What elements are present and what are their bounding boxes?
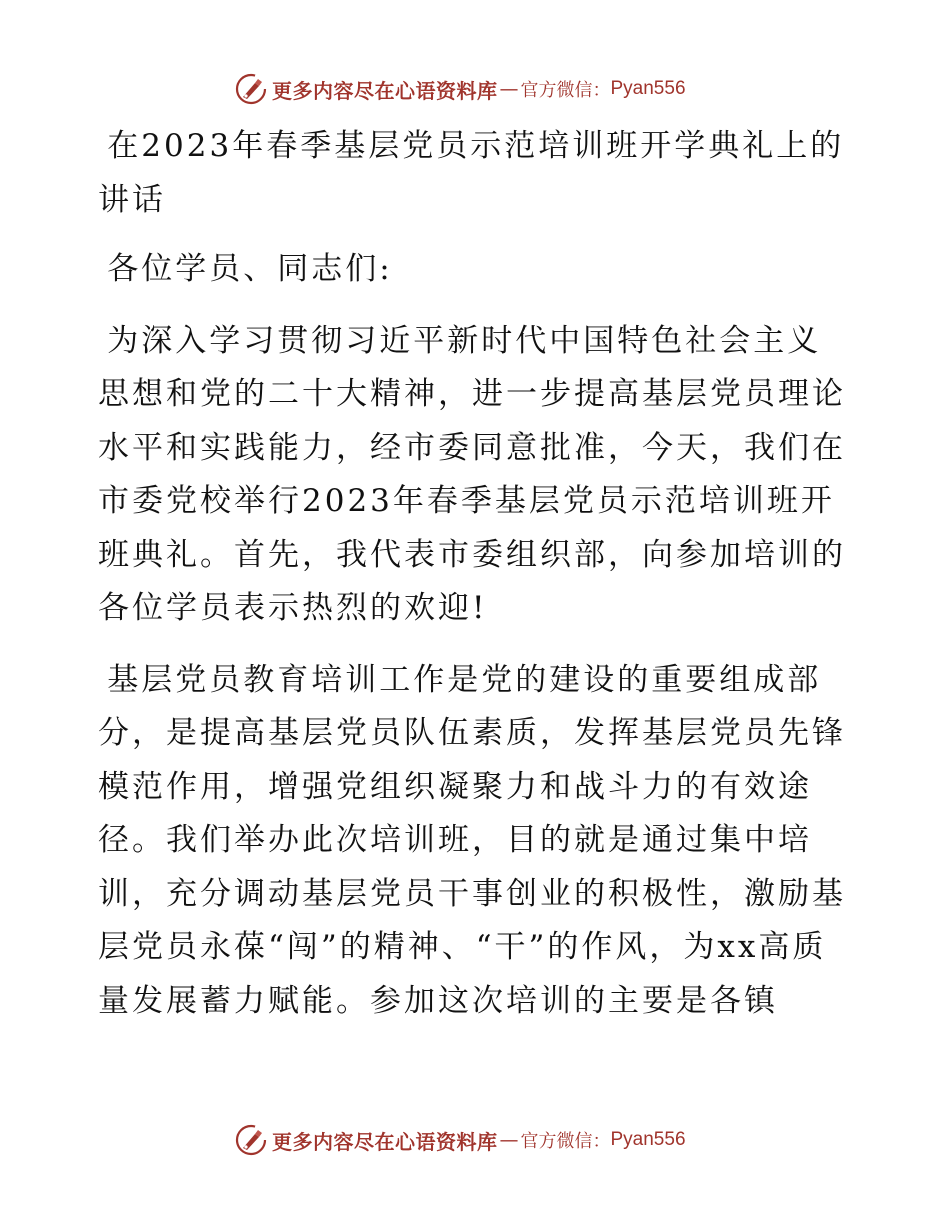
watermark-contact-id: Pyan556 (610, 1129, 686, 1150)
document-title: 在2023年春季基层党员示范培训班开学典礼上的讲话 (98, 128, 845, 218)
document-body (98, 120, 850, 1046)
watermark-contact-id: Pyan556 (610, 78, 686, 99)
pen-nib-logo-icon (234, 72, 268, 106)
watermark-brand: 更多内容尽在心语资料库 (272, 1129, 498, 1154)
watermark-brand: 更多内容尽在心语资料库 (272, 78, 498, 103)
watermark-contact-label: 官方微信： (520, 1131, 611, 1152)
header-watermark (234, 71, 686, 107)
salutation: 各位学员、同志们: (107, 251, 393, 287)
paragraph-2: 基层党员教育培训工作是党的建设的重要组成部分，是提高基层党员队伍素质，发挥基层党员先锋模范作用，增强党组织凝聚力和战斗力的有效途径。我们举办此次培训班，目的就是通过集中培训，充分调动基层党员干事创业的积极性，激励基层党员永葆“闯”的精神、“干”的作风，为xx高质量发展蓄力赋能。参加这次培训的主要是各镇 (98, 661, 846, 1019)
watermark-contact-label: 官方微信： (520, 80, 611, 101)
paragraph-1: 为深入学习贯彻习近平新时代中国特色社会主义思想和党的二十大精神，进一步提高基层党员理论水平和实践能力，经市委同意批准，今天，我们在市委党校举行2023年春季基层党员示范培训班开班典礼。首先，我代表市委组织部，向参加培训的各位学员表示热烈的欢迎! (98, 322, 846, 626)
watermark-separator: — (499, 1129, 519, 1151)
pen-nib-logo-icon (234, 1123, 268, 1157)
watermark-separator: — (499, 78, 519, 100)
footer-watermark (234, 1122, 686, 1158)
